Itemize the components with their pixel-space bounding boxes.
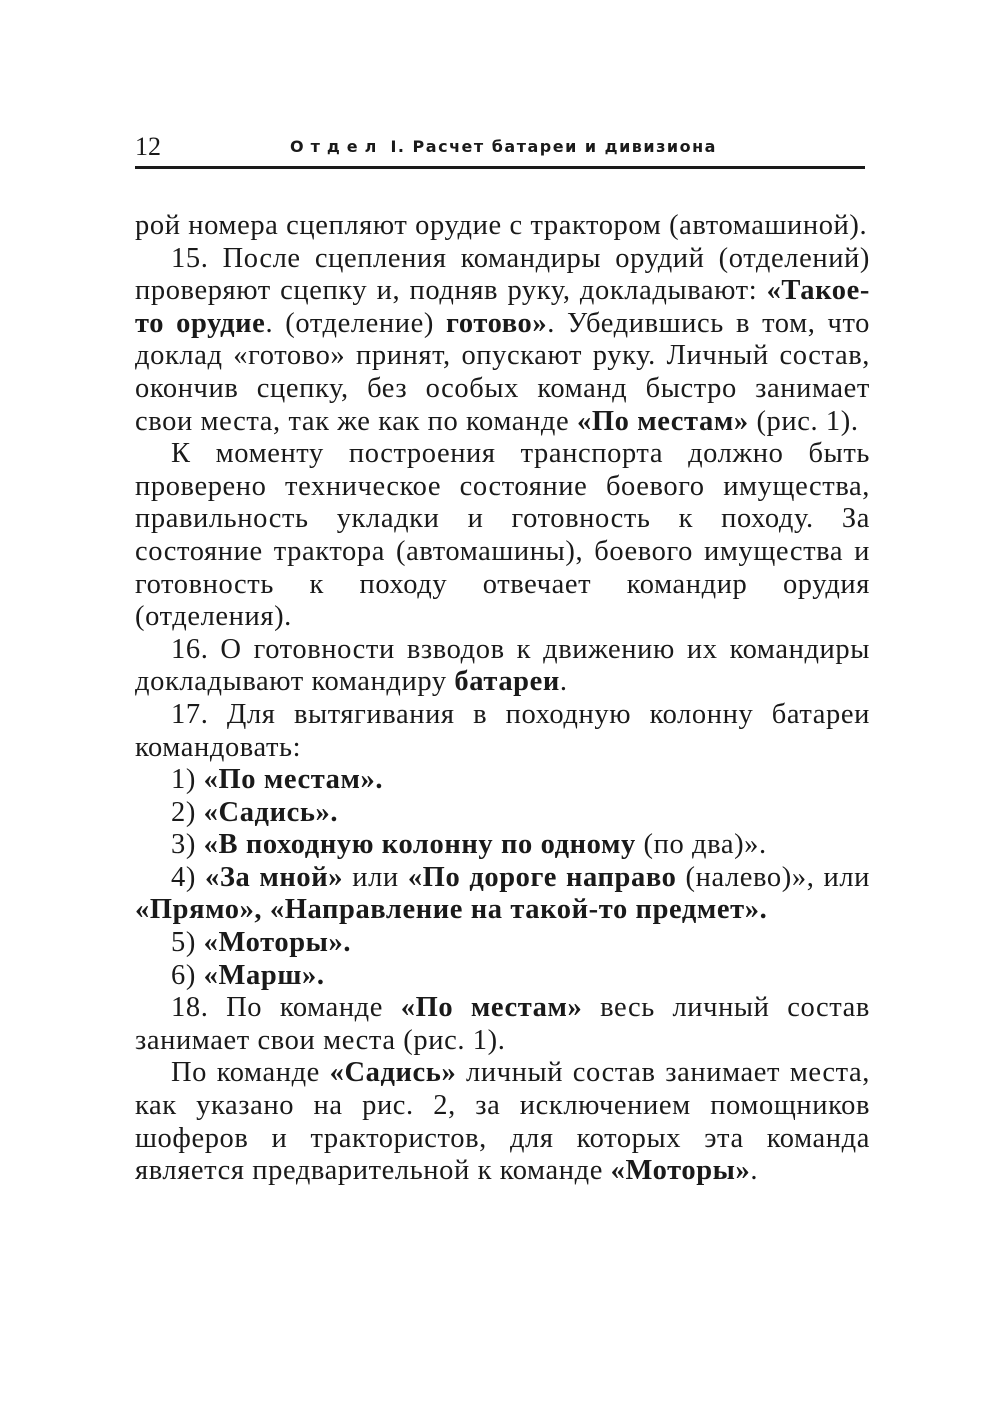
paragraph-sit-text-2: личный состав занимает места, как указано на рис. 2, за исключением помощников шоферов и трактористов, для которых эта команда является предварительной к команде <box>135 1057 870 1187</box>
command-item-3-text: «В походную колонну по одному <box>203 829 636 861</box>
page-number: 12 <box>135 132 161 161</box>
command-item-2-number: 2) <box>171 796 204 828</box>
paragraph-18-text-2: весь личный состав занимает свои места (рис. 1). <box>135 992 870 1056</box>
paragraph-sit-command <box>135 1057 870 1187</box>
paragraph-15-text-4: (рис. 1). <box>748 405 859 437</box>
command-item-3-rest: (по два)». <box>635 829 767 861</box>
page-body <box>135 210 870 1188</box>
paragraph-sit-bold-2: «Моторы» <box>610 1155 751 1187</box>
running-title <box>290 137 717 156</box>
command-item-1-text: «По местам». <box>203 764 384 796</box>
paragraph-readiness: К моменту построения транспорта должно быть проверено техническое состояние боевого имущества, правильность укладки и готовность к походу. За состояние трактора (автомашины), боевого имущества и готовность к походу отвечает командир орудия (отделения). <box>135 438 870 633</box>
running-title-section: Отдел <box>290 137 384 156</box>
command-item-6-text: «Марш». <box>203 959 325 991</box>
paragraph-sit-bold-1: «Садись» <box>329 1057 457 1089</box>
paragraph-15 <box>135 243 870 439</box>
running-title-text: I. Расчет батареи и дивизиона <box>390 137 717 156</box>
command-item-3-number: 3) <box>171 829 204 861</box>
command-item-5-text: «Моторы». <box>203 927 352 959</box>
command-item-4-bold-2: «По дороге направо <box>407 861 677 893</box>
command-item-6 <box>135 960 870 993</box>
command-item-2-text: «Садись». <box>203 796 339 828</box>
command-item-2 <box>135 797 870 830</box>
command-item-4-number: 4) <box>171 861 205 893</box>
paragraph-18 <box>135 992 870 1057</box>
paragraph-16-text-1: 16. О готовности взводов к движению их командиры докладывают командиру <box>135 633 870 698</box>
paragraph-15-bold-1: «Такое-то орудие <box>135 275 870 339</box>
command-item-4-text-1: или <box>343 861 408 893</box>
paragraph-18-text-1: 18. По команде <box>171 992 401 1024</box>
command-item-4-bold-1: «За мной» <box>205 861 344 893</box>
command-item-3 <box>135 829 870 862</box>
paragraph-15-text-2: . (отделение) <box>265 307 447 339</box>
paragraph-15-bold-2: готово» <box>446 307 548 339</box>
command-item-5 <box>135 927 870 960</box>
paragraph-15-text-1: 15. После сцепления командиры орудий (отделений) проверяют сцепку и, подняв руку, докладывают: <box>135 242 870 307</box>
command-item-1-number: 1) <box>171 764 204 796</box>
page-header <box>135 132 865 169</box>
paragraph-18-bold: «По местам» <box>400 992 583 1024</box>
paragraph-sit-text-3: . <box>750 1155 759 1187</box>
command-item-6-number: 6) <box>171 959 204 991</box>
command-item-4 <box>135 862 870 927</box>
command-item-5-number: 5) <box>171 927 204 959</box>
paragraph-16-text-2: . <box>559 666 568 698</box>
paragraph-15-bold-3: «По местам» <box>577 405 749 437</box>
command-item-1 <box>135 764 870 797</box>
paragraph-15-text-3: . Убедившись в том, что доклад «готово» принят, опускают руку. Личный состав, окончив сцепку, без особых команд быстро занимает свои места, так же как по команде <box>135 307 870 437</box>
command-item-4-text-2: (налево)», или <box>676 861 871 893</box>
paragraph-continuation: рой номера сцепляют орудие с трактором (автомашиной). <box>135 210 868 241</box>
paragraph-16-bold: батареи <box>454 666 560 698</box>
paragraph-sit-text-1: По команде <box>171 1057 330 1089</box>
command-item-4-bold-3: «Прямо», «Направление на такой-то предмет». <box>135 894 768 926</box>
paragraph-17: 17. Для вытягивания в походную колонну батареи командовать: <box>135 698 870 763</box>
paragraph-16 <box>135 634 870 699</box>
